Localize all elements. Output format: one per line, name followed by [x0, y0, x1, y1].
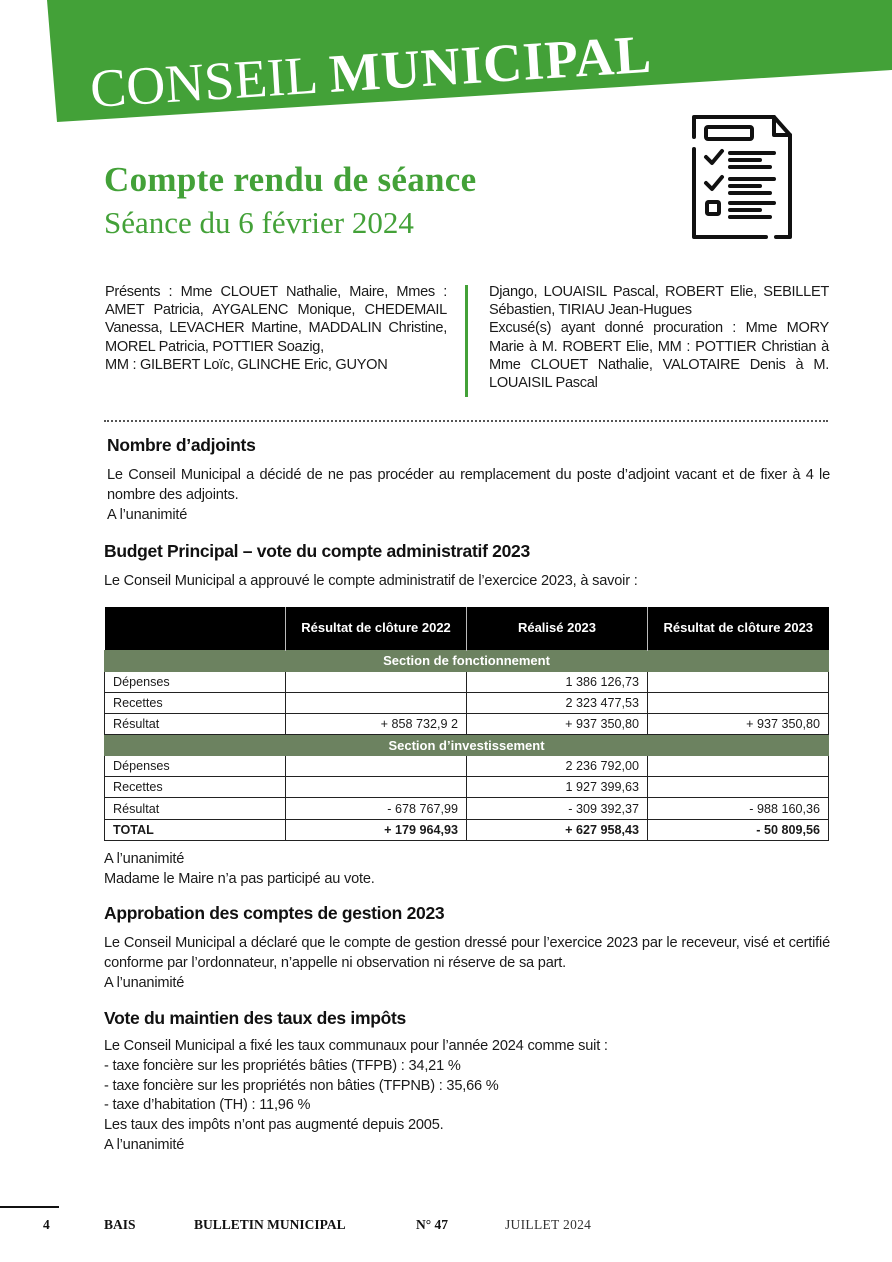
section-fonctionnement-label: Section de fonctionnement [105, 650, 829, 671]
page-footer [0, 1217, 892, 1237]
cell-cloture-2022: - 678 767,99 [286, 798, 467, 819]
table-total-row [105, 819, 829, 840]
cell-cloture-2023: + 937 350,80 [648, 713, 829, 734]
tax-line-tfpb: - taxe foncière sur les propriétés bâties (TFPB) : 34,21 % [104, 1057, 461, 1074]
table-header-realise-2023: Réalisé 2023 [467, 607, 648, 650]
section-title-bold: MUNICIPAL [327, 23, 654, 104]
attendance-proxies: Excusé(s) ayant donné procuration : Mme MORY Marie à M. ROBERT Elie, MM : POTTIER Christian à Mme CLOUET Nathalie, VALOTAIRE Denis à M. LOUAISIL Pascal [489, 320, 829, 392]
section-heading: Nombre d’adjoints [107, 435, 256, 455]
footer-issue: N° 47 [416, 1217, 449, 1232]
section-intro: Le Conseil Municipal a approuvé le compte administratif de l’exercice 2023, à savoir : [104, 573, 638, 589]
attendance-excused [489, 283, 829, 392]
section-heading: Vote du maintien des taux des impôts [104, 1008, 406, 1028]
cell-cloture-2023 [648, 756, 829, 777]
footer-date: JUILLET 2024 [505, 1217, 592, 1232]
cell-realise-2023: 2 323 477,53 [467, 692, 648, 713]
cell-cloture-2023 [648, 777, 829, 798]
row-label: Recettes [105, 692, 286, 713]
table-header-cloture-2022: Résultat de clôture 2022 [286, 607, 467, 650]
cell-cloture-2023 [648, 692, 829, 713]
tax-line-th: - taxe d’habitation (TH) : 11,96 % [104, 1097, 311, 1114]
cell-realise-2023: 1 927 399,63 [467, 777, 648, 798]
row-label: Résultat [105, 798, 286, 819]
cell-realise-2023: - 309 392,37 [467, 798, 648, 819]
row-label: Résultat [105, 713, 286, 734]
table-header-row [105, 607, 829, 650]
page-subtitle: Séance du 6 février 2024 [104, 205, 414, 240]
attendance-present-text: Présents : Mme CLOUET Nathalie, Maire, Mmes : AMET Patricia, AYGALENC Monique, CHEDEMAIL Vanessa, LEVACHER Martine, MADDALIN Christine, MOREL Patricia, POTTIER Soazig, [105, 284, 447, 355]
section-adjoints [104, 435, 830, 525]
table-row [105, 756, 829, 777]
cell-cloture-2022: + 179 964,93 [286, 819, 467, 840]
attendance-present [105, 283, 447, 374]
row-label: TOTAL [105, 819, 286, 840]
table-header-empty [105, 607, 286, 650]
cell-realise-2023: 2 236 792,00 [467, 756, 648, 777]
section-body: Le Conseil Municipal a décidé de ne pas procéder au remplacement du poste d’adjoint vacant et de fixer à 4 le nombre des adjoints. [107, 467, 830, 503]
cell-cloture-2023 [648, 671, 829, 692]
table-row [105, 692, 829, 713]
header-band [0, 0, 892, 130]
table-section-row [105, 650, 829, 671]
table-row [105, 798, 829, 819]
cell-cloture-2023: - 50 809,56 [648, 819, 829, 840]
footer-rule [0, 1206, 59, 1208]
vote-result: A l’unanimité [104, 851, 185, 867]
section-investissement-label: Section d’investissement [105, 735, 829, 756]
table-section-row [105, 735, 829, 756]
table-row [105, 671, 829, 692]
cell-realise-2023: + 627 958,43 [467, 819, 648, 840]
cell-realise-2023: 1 386 126,73 [467, 671, 648, 692]
row-label: Dépenses [105, 671, 286, 692]
attendance-present-men: MM : GILBERT Loïc, GLINCHE Eric, GUYON [105, 356, 388, 373]
cell-cloture-2022 [286, 692, 467, 713]
footer-publication: BULLETIN MUNICIPAL [194, 1217, 346, 1232]
cell-cloture-2022 [286, 777, 467, 798]
section-title-light: CONSEIL [88, 44, 332, 119]
table-header-cloture-2023: Résultat de clôture 2023 [648, 607, 829, 650]
compte-administratif-table [104, 607, 829, 841]
tax-line-intro: Le Conseil Municipal a fixé les taux communaux pour l’année 2024 comme suit : [104, 1038, 608, 1054]
vote-result: A l’unanimité [104, 1136, 185, 1153]
section-body: Le Conseil Municipal a déclaré que le compte de gestion dressé pour l’exercice 2023 par le receveur, visé et certifié conforme par l’ordonnateur, n’appelle ni observation ni réserve de sa part. [104, 935, 830, 971]
checklist-document-icon [690, 113, 794, 246]
page-number: 4 [43, 1217, 50, 1232]
vote-result: A l’unanimité [104, 974, 185, 991]
page-title: Compte rendu de séance [104, 160, 477, 199]
cell-cloture-2022: + 858 732,9 2 [286, 713, 467, 734]
tax-line-note: Les taux des impôts n’ont pas augmenté depuis 2005. [104, 1117, 444, 1134]
dotted-divider [104, 420, 828, 422]
vote-result: A l’unanimité [107, 506, 188, 523]
table-row [105, 777, 829, 798]
section-impots [104, 1008, 830, 1156]
column-divider [465, 285, 468, 397]
section-gestion [104, 903, 830, 993]
table-row [105, 713, 829, 734]
cell-cloture-2022 [286, 756, 467, 777]
vote-note: Madame le Maire n’a pas participé au vote. [104, 870, 375, 887]
footer-town: BAIS [104, 1217, 136, 1232]
cell-cloture-2022 [286, 671, 467, 692]
budget-vote [104, 850, 830, 890]
section-heading: Approbation des comptes de gestion 2023 [104, 903, 445, 923]
section-heading: Budget Principal – vote du compte administratif 2023 [104, 541, 530, 561]
row-label: Dépenses [105, 756, 286, 777]
row-label: Recettes [105, 777, 286, 798]
cell-cloture-2023: - 988 160,36 [648, 798, 829, 819]
cell-realise-2023: + 937 350,80 [467, 713, 648, 734]
section-budget [104, 541, 830, 592]
tax-line-tfpnb: - taxe foncière sur les propriétés non bâties (TFPNB) : 35,66 % [104, 1077, 499, 1094]
attendance-present-continued: Django, LOUAISIL Pascal, ROBERT Elie, SEBILLET Sébastien, TIRIAU Jean-Hugues [489, 284, 829, 319]
